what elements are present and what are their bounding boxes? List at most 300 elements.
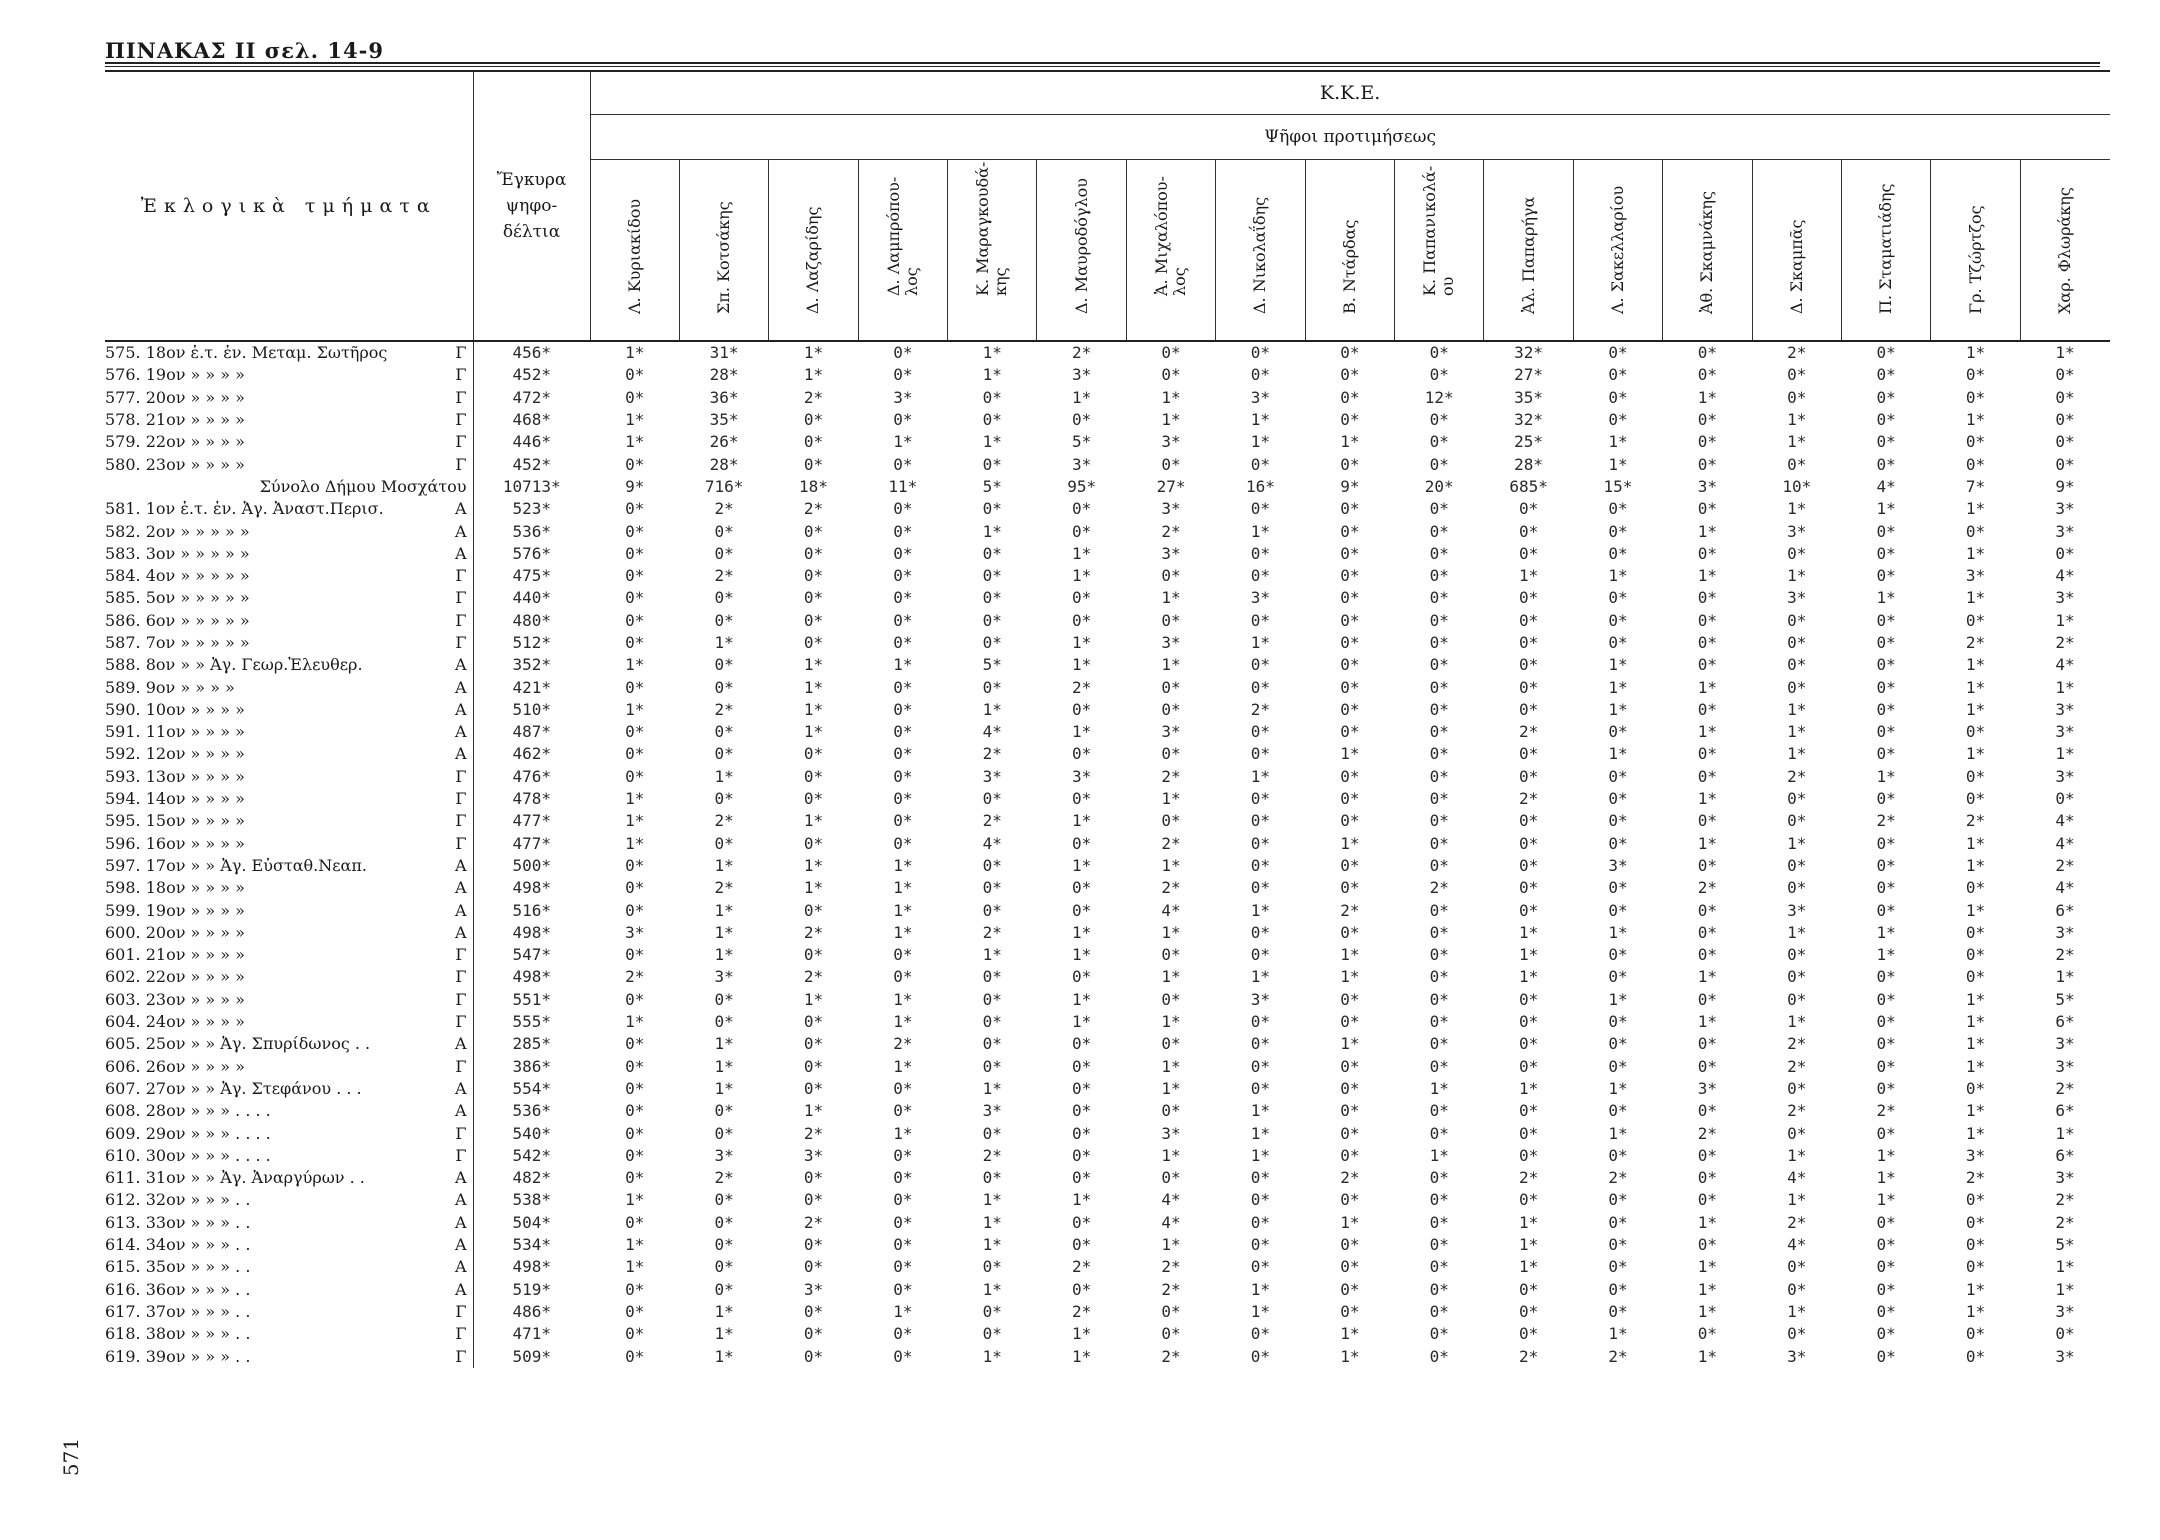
station-label: 611. 31ον » » Ἀγ. Ἀναργύρων . . [105,1168,365,1188]
preference-votes-cell: 0* [1250,1034,1271,1054]
station-cell [105,1033,473,1055]
preference-votes-cell: 0* [1340,365,1360,385]
preference-votes-cell: 2* [1340,900,1360,920]
preference-votes-cell: 2* [803,499,824,519]
station-cell [105,587,473,609]
preference-votes-cell: 0* [1608,1212,1628,1232]
preference-votes-cell: 1* [625,1190,645,1210]
preference-votes-cell: 0* [1787,454,1807,474]
preference-votes-cell: 0* [1340,1145,1360,1165]
preference-votes-cell: 0* [1340,722,1360,742]
preference-votes-cell: 0* [1965,722,1986,742]
station-label: 619. 39ον » » » . . [105,1346,251,1366]
preference-votes-cell: 12* [1424,387,1454,407]
preference-votes-cell: 2* [714,499,734,519]
table-row [105,877,2110,899]
preference-votes-cell: 0* [803,1190,824,1210]
preference-votes-cell: 0* [1161,610,1181,630]
district-letter: Γ [455,967,467,987]
preference-votes-cell: 0* [982,789,1002,809]
preference-votes-cell: 0* [1697,1190,1718,1210]
station-label: 601. 21ον » » » » [105,945,245,965]
preference-votes-cell: 4* [1161,900,1181,920]
preference-votes-cell: 0* [1250,945,1271,965]
preference-votes-cell: 3* [1697,1078,1718,1098]
valid-ballots-cell: 480* [473,610,590,632]
preference-votes-cell: 1* [625,699,645,719]
preference-votes-cell: 0* [1787,1279,1807,1299]
table-row [105,1189,2110,1211]
preference-votes-cell: 0* [982,855,1002,875]
valid-ballots-cell: 446* [473,431,590,453]
preference-votes-cell: 1* [893,432,913,452]
preference-votes-cell: 0* [893,833,913,853]
preference-votes-cell: 0* [1697,343,1718,363]
preference-votes-cell: 2* [1608,1168,1628,1188]
preference-votes-cell: 0* [1697,1168,1718,1188]
preference-votes-cell: 1* [982,343,1002,363]
preference-votes-cell: 0* [2055,543,2075,563]
preference-votes-cell: 18* [799,476,828,496]
preference-votes-cell: 0* [982,1324,1002,1344]
preference-votes-cell: 0* [1250,1257,1271,1277]
preference-votes-cell: 0* [1608,811,1628,831]
preference-votes-cell: 0* [1429,633,1449,652]
preference-votes-cell: 0* [1161,1168,1181,1188]
preference-votes-cell: 2* [2055,855,2075,875]
preference-votes-cell: 1* [1965,699,1986,719]
preference-votes-cell: 0* [1697,900,1718,920]
preference-votes-cell: 0* [1250,677,1271,697]
preference-votes-cell: 0* [1876,1279,1896,1299]
station-cell [105,498,473,520]
preference-votes-cell: 0* [625,900,645,920]
preference-votes-cell: 0* [714,989,734,1009]
table-row [105,543,2110,565]
preference-votes-cell: 2* [2055,1078,2075,1098]
preference-votes-cell: 2* [1161,878,1181,898]
preference-votes-cell: 2* [1072,343,1092,363]
table-row [105,1212,2110,1234]
preference-votes-cell: 0* [803,789,824,809]
preference-votes-cell: 0* [893,1145,913,1165]
station-cell [105,1278,473,1300]
preference-votes-cell: 1* [1965,1034,1986,1054]
preference-votes-cell: 0* [982,1123,1002,1143]
preference-votes-cell: 0* [1340,766,1360,786]
preference-votes-cell: 1* [1340,945,1360,965]
preference-votes-cell: 0* [1340,989,1360,1009]
preference-votes-cell: 1* [1429,1078,1449,1098]
station-cell [105,565,473,587]
preference-votes-cell: 3* [1072,365,1092,385]
preference-votes-cell: 3* [803,1279,824,1299]
table-row [105,1100,2110,1122]
preference-votes-cell: 1* [1965,499,1986,519]
preference-votes-cell: 0* [2055,387,2075,407]
preference-votes-cell: 1* [893,900,913,920]
preference-votes-cell: 2* [2055,633,2075,652]
preference-votes-cell: 0* [1787,945,1807,965]
preference-votes-cell: 1* [893,878,913,898]
preference-votes-cell: 1* [982,699,1002,719]
preference-votes-cell: 0* [625,1101,645,1121]
preference-votes-cell: 0* [1429,566,1449,586]
preference-votes-cell: 0* [1608,610,1628,630]
preference-votes-cell: 1* [1161,922,1181,942]
station-cell [105,1189,473,1211]
table-row [105,1278,2110,1300]
preference-votes-cell: 0* [1518,1012,1539,1032]
district-letter: Γ [455,811,467,831]
preference-votes-cell: 1* [982,1190,1002,1210]
preference-votes-cell: 0* [893,610,913,630]
preference-votes-cell: 0* [893,789,913,809]
valid-ballots-cell: 534* [473,1234,590,1256]
preference-votes-cell: 0* [714,1257,734,1277]
preference-votes-cell: 0* [1787,967,1807,987]
preference-votes-cell: 2* [982,811,1002,831]
preference-votes-cell: 1* [803,989,824,1009]
preference-votes-cell: 0* [1250,454,1271,474]
preference-votes-cell: 3* [1161,499,1181,519]
preference-votes-cell: 27* [1156,476,1186,496]
preference-votes-cell: 0* [1340,677,1360,697]
preference-votes-cell: 4* [2055,878,2075,898]
preference-votes-cell: 1* [714,855,734,875]
station-cell [105,364,473,386]
preference-votes-cell: 3* [1250,387,1271,407]
preference-votes-cell: 0* [1965,922,1986,942]
preference-votes-cell: 1* [625,833,645,853]
district-letter: Γ [455,387,467,407]
station-cell [105,520,473,542]
valid-ballots-cell: 516* [473,899,590,921]
preference-votes-cell: 0* [1876,410,1896,430]
preference-votes-cell: 0* [1429,967,1449,987]
valid-ballots-cell: 285* [473,1033,590,1055]
valid-ballots-cell: 472* [473,387,590,409]
station-label: 612. 32ον » » » . . [105,1190,251,1210]
preference-votes-cell: 2* [1518,1168,1539,1188]
preference-votes-cell: 685* [1509,476,1548,496]
table-row [105,654,2110,676]
preference-votes-cell: 0* [1072,1078,1092,1098]
district-letter: Γ [455,610,467,630]
preference-votes-cell: 0* [1697,1145,1718,1165]
preference-votes-cell: 2* [1697,1123,1718,1143]
candidate-name: Π. Σταματιάδης [1876,183,1896,314]
preference-votes-cell: 0* [1161,989,1181,1009]
preference-votes-cell: 4* [2055,655,2075,675]
preference-votes-cell: 3* [625,922,645,942]
preference-votes-cell: 1* [625,1235,645,1255]
station-label: 605. 25ον » » Ἀγ. Σπυρίδωνος . . [105,1034,371,1054]
preference-votes-cell: 0* [2055,454,2075,474]
preference-votes-cell: 31* [709,343,739,363]
preference-votes-cell: 1* [1340,1324,1360,1344]
preferences-header: Ψῆφοι προτιμήσεως [590,115,2110,160]
district-letter: Α [454,1190,467,1210]
preference-votes-cell: 2* [1787,1034,1807,1054]
preference-votes-cell: 0* [1965,1324,1986,1344]
valid-ballots-cell: 576* [473,543,590,565]
preference-votes-cell: 0* [1965,387,1986,407]
preference-votes-cell: 0* [1697,1235,1718,1255]
preference-votes-cell: 0* [1250,343,1271,363]
preference-votes-cell: 1* [803,677,824,697]
preference-votes-cell: 0* [1340,1279,1360,1299]
preference-votes-cell: 0* [1787,365,1807,385]
district-letter: Α [454,922,467,942]
preference-votes-cell: 0* [1876,566,1896,586]
preference-votes-cell: 1* [1072,655,1092,675]
preference-votes-cell: 2* [1608,1346,1628,1366]
page-header: ΠΙΝΑΚΑΣ ΙΙ σελ. 14-9 [105,38,384,63]
preference-votes-cell: 0* [893,744,913,764]
preference-votes-cell: 0* [1876,655,1896,675]
preference-votes-cell: 1* [1608,655,1628,675]
preference-votes-cell: 0* [893,365,913,385]
preference-votes-cell: 1* [714,1034,734,1054]
preference-votes-cell: 1* [1518,1212,1539,1232]
preference-votes-cell: 1* [1787,432,1807,452]
station-cell [105,1167,473,1189]
preference-votes-cell: 1* [1608,1324,1628,1344]
candidate-name: Ἀθ. Σκαμνάκης [1697,191,1717,314]
preference-votes-cell: 0* [1250,922,1271,942]
preference-votes-cell: 1* [1518,1078,1539,1098]
candidate-name: Ἀ. Μιχαλόπου- λος [1152,176,1190,296]
preference-votes-cell: 1* [1608,699,1628,719]
preference-votes-cell: 3* [2055,1301,2075,1321]
station-cell [105,387,473,409]
preference-votes-cell: 0* [1250,833,1271,853]
preference-votes-cell: 1* [893,989,913,1009]
district-letter: Α [454,878,467,898]
preference-votes-cell: 0* [803,588,824,608]
preference-votes-cell: 0* [1965,766,1986,786]
preference-votes-cell: 0* [1876,833,1896,853]
preference-votes-cell: 0* [1072,900,1092,920]
preference-votes-cell: 0* [1518,766,1539,786]
preference-votes-cell: 1* [1697,722,1718,742]
table-row [105,364,2110,386]
preference-votes-cell: 3* [714,1145,734,1165]
district-letter: Α [454,1257,467,1277]
preference-votes-cell: 6* [2055,900,2075,920]
preference-votes-cell: 1* [893,922,913,942]
preference-votes-cell: 0* [1518,989,1539,1009]
preference-votes-cell: 3* [2055,1056,2075,1076]
preference-votes-cell: 0* [625,588,645,608]
preference-votes-cell: 0* [1608,410,1628,430]
valid-ballots-cell: 476* [473,766,590,788]
preference-votes-cell: 0* [893,722,913,742]
preference-votes-cell: 1* [1250,1101,1271,1121]
preference-votes-cell: 0* [1072,967,1092,987]
preference-votes-cell: 0* [1072,1235,1092,1255]
preference-votes-cell: 2* [2055,1190,2075,1210]
preference-votes-cell: 1* [1965,1012,1986,1032]
preference-votes-cell: 0* [714,1012,734,1032]
district-letter: Γ [455,410,467,430]
preference-votes-cell: 9* [1340,476,1360,496]
preference-votes-cell: 0* [1429,499,1449,519]
preference-votes-cell: 0* [1429,1235,1449,1255]
preference-votes-cell: 1* [1608,922,1628,942]
preference-votes-cell: 0* [893,1324,913,1344]
station-cell [105,743,473,765]
preference-votes-cell: 0* [1608,945,1628,965]
table-row [105,766,2110,788]
table-row [105,341,2110,364]
station-label: 610. 30ον » » » . . . . [105,1145,271,1165]
preference-votes-cell: 1* [982,521,1002,541]
station-cell [105,699,473,721]
preference-votes-cell: 1* [1161,1078,1181,1098]
preference-votes-cell: 0* [1965,1078,1986,1098]
preference-votes-cell: 0* [1072,1034,1092,1054]
preference-votes-cell: 0* [893,967,913,987]
preference-votes-cell: 0* [625,1212,645,1232]
station-label: 590. 10ον » » » » [105,699,245,719]
preference-votes-cell: 0* [982,610,1002,630]
preference-votes-cell: 0* [1876,699,1896,719]
station-cell [105,1256,473,1278]
preference-votes-cell: 0* [1250,1168,1271,1188]
preference-votes-cell: 2* [1161,521,1181,541]
station-cell [105,632,473,654]
preference-votes-cell: 0* [803,833,824,853]
preference-votes-cell: 1* [625,410,645,430]
candidate-name: Γρ. Τζώρτζος [1965,205,1985,314]
station-label: 603. 23ον » » » » [105,989,245,1009]
preference-votes-cell: 1* [2055,677,2075,697]
table-row [105,1145,2110,1167]
preference-votes-cell: 1* [1340,1346,1360,1366]
preference-votes-cell: 0* [1340,610,1360,630]
preference-votes-cell: 0* [893,410,913,430]
preference-votes-cell: 2* [1072,677,1092,697]
preference-votes-cell: 1* [803,722,824,742]
preference-votes-cell: 0* [1161,566,1181,586]
table-row [105,453,2110,475]
preference-votes-cell: 0* [803,766,824,786]
preference-votes-cell: 6* [2055,1012,2075,1032]
preference-votes-cell: 1* [1161,1012,1181,1032]
district-letter: Α [454,744,467,764]
preference-votes-cell: 0* [1340,633,1360,652]
preference-votes-cell: 1* [714,900,734,920]
preference-votes-cell: 1* [893,655,913,675]
district-letter: Α [454,677,467,697]
preference-votes-cell: 0* [1608,1190,1628,1210]
preference-votes-cell: 0* [893,1078,913,1098]
header-rule [105,62,2100,64]
preference-votes-cell: 0* [1161,811,1181,831]
preference-votes-cell: 28* [1514,454,1544,474]
station-cell [105,409,473,431]
station-label: 614. 34ον » » » . . [105,1235,251,1255]
preference-votes-cell: 0* [1161,744,1181,764]
preference-votes-cell: 1* [625,1012,645,1032]
preference-votes-cell: 2* [1965,633,1986,652]
preference-votes-cell: 1* [1072,855,1092,875]
preference-votes-cell: 0* [803,633,824,652]
preference-votes-cell: 2* [1161,1257,1181,1277]
preference-votes-cell: 0* [625,521,645,541]
preference-votes-cell: 1* [1876,588,1896,608]
valid-ballots-cell: 500* [473,855,590,877]
preference-votes-cell: 1* [803,699,824,719]
preference-votes-cell: 0* [1161,343,1181,363]
preference-votes-cell: 3* [1161,633,1181,652]
preference-votes-cell: 0* [1965,1190,1986,1210]
preference-votes-cell: 0* [1429,1279,1449,1299]
preference-votes-cell: 0* [1787,855,1807,875]
preference-votes-cell: 3* [1965,1145,1986,1165]
preference-votes-cell: 0* [1608,1056,1628,1076]
preference-votes-cell: 0* [1250,1324,1271,1344]
preference-votes-cell: 0* [1161,1301,1181,1321]
preference-votes-cell: 0* [625,1078,645,1098]
preference-votes-cell: 0* [1161,699,1181,719]
preference-votes-cell: 0* [982,499,1002,519]
district-letter: Γ [455,588,467,608]
station-cell [105,1078,473,1100]
table-row [105,498,2110,520]
candidate-header [1663,160,1752,342]
station-label: 581. 1ον ἐ.τ. ἐν. Ἀγ. Ἀναστ.Περισ. [105,499,384,519]
preference-votes-cell: 0* [1876,343,1896,363]
preference-votes-cell: 0* [893,343,913,363]
valid-ballots-cell: 482* [473,1167,590,1189]
table-row [105,855,2110,877]
preference-votes-cell: 1* [1161,387,1181,407]
preference-votes-cell: 0* [1340,855,1360,875]
preference-votes-cell: 0* [1429,588,1449,608]
preference-votes-cell: 0* [1697,1056,1718,1076]
preference-votes-cell: 0* [2055,432,2075,452]
preference-votes-cell: 1* [1965,1101,1986,1121]
preference-votes-cell: 1* [625,811,645,831]
preference-votes-cell: 0* [1429,922,1449,942]
preference-votes-cell: 1* [1518,1257,1539,1277]
table-row [105,788,2110,810]
preference-votes-cell: 1* [625,343,645,363]
preference-votes-cell: 0* [1340,1235,1360,1255]
preference-votes-cell: 1* [1161,789,1181,809]
station-cell [105,1212,473,1234]
district-letter: Α [454,499,467,519]
preference-votes-cell: 5* [2055,1235,2075,1255]
preference-votes-cell: 1* [1161,855,1181,875]
candidate-name: Δ. Λαζαρίδης [803,206,823,314]
preference-votes-cell: 0* [1250,543,1271,563]
preference-votes-cell: 0* [1072,833,1092,853]
station-label: 589. 9ον » » » » [105,677,235,697]
preference-votes-cell: 4* [1787,1168,1807,1188]
preference-votes-cell: 1* [1787,922,1807,942]
preference-votes-cell: 6* [2055,1101,2075,1121]
preference-votes-cell: 1* [2055,610,2075,630]
preference-votes-cell: 0* [1250,1012,1271,1032]
preference-votes-cell: 0* [803,1324,824,1344]
preference-votes-cell: 2* [1876,811,1896,831]
preference-votes-cell: 2* [1161,766,1181,786]
district-letter: Α [454,1279,467,1299]
